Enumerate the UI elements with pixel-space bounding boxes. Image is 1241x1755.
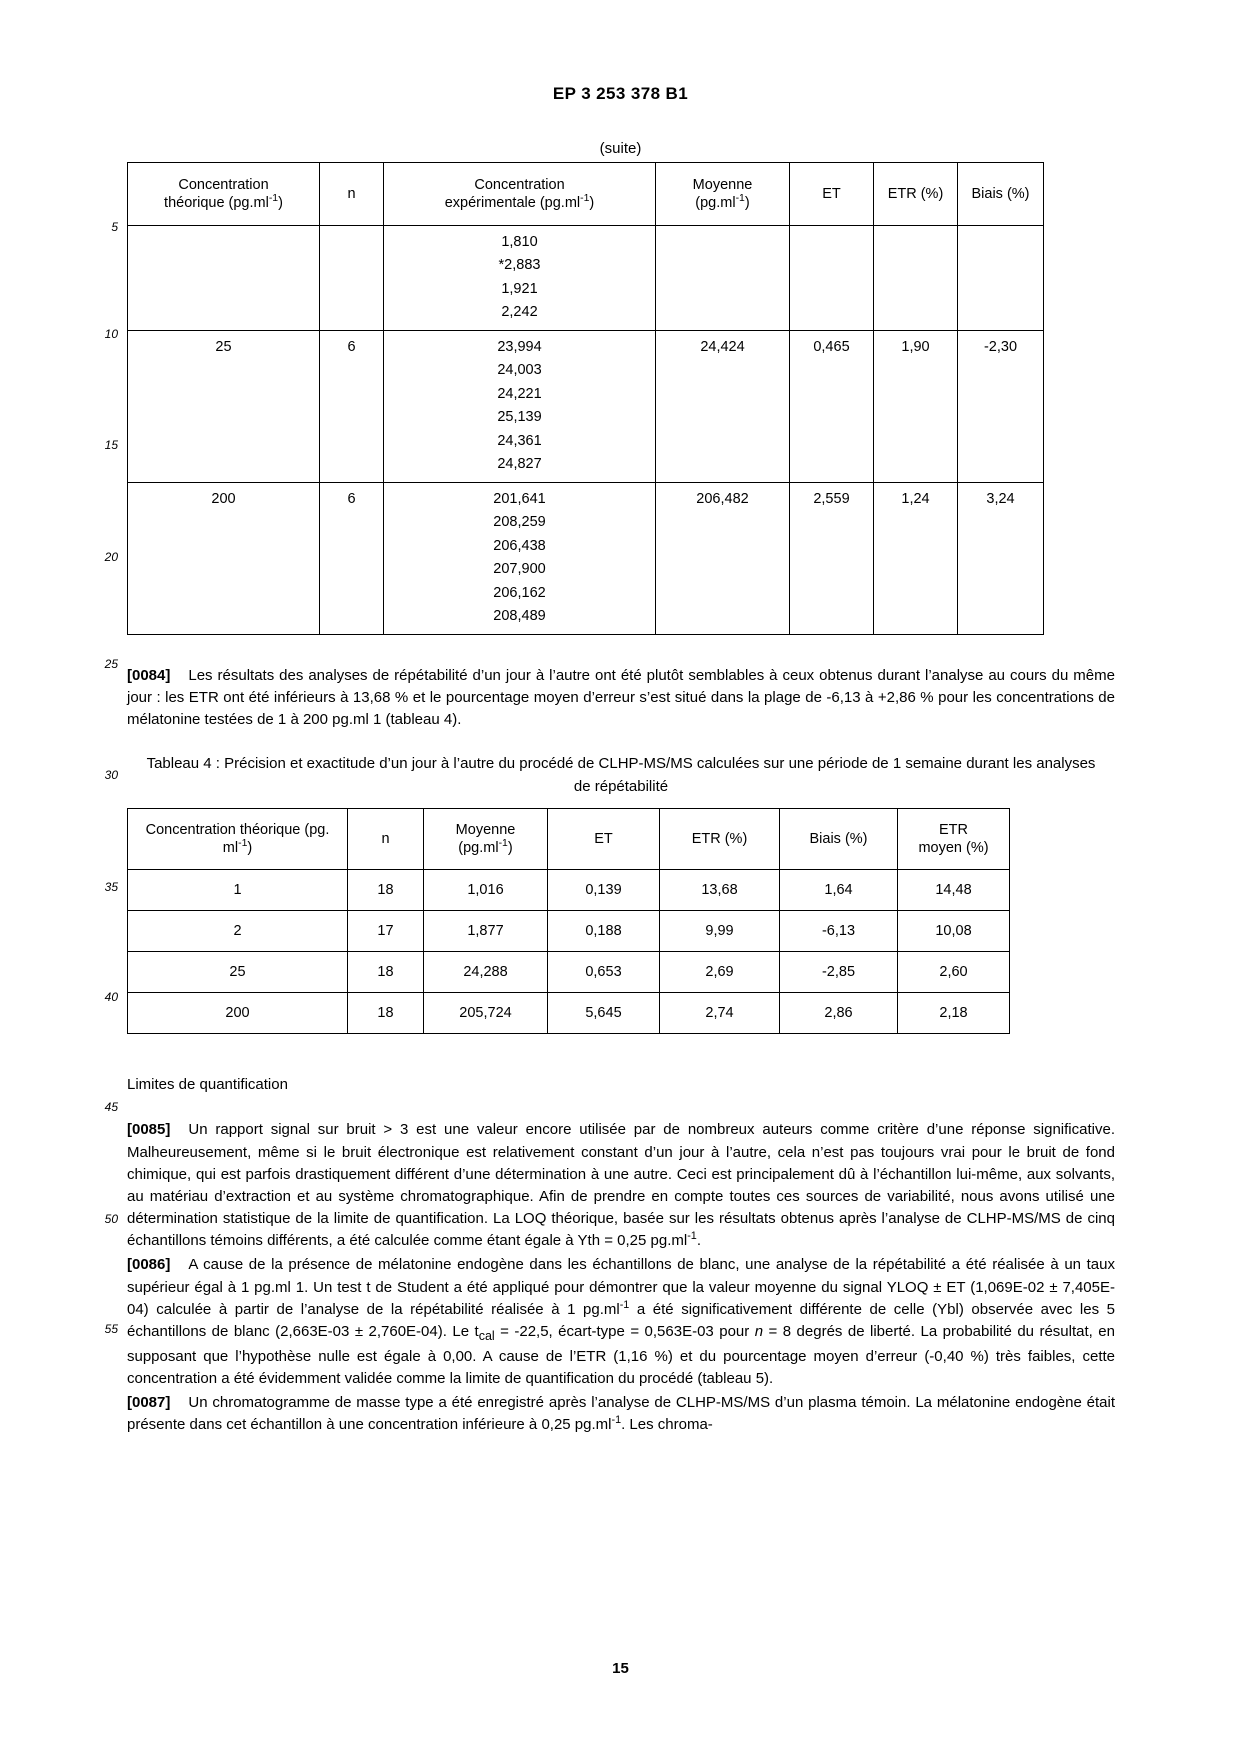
- cell-etr: 2,74: [660, 993, 780, 1034]
- cell-et: 0,465: [790, 330, 874, 482]
- table-row: [128, 911, 1010, 952]
- col-n: n: [320, 163, 384, 226]
- col-et: ET: [790, 163, 874, 226]
- cell-mean: 205,724: [424, 993, 548, 1034]
- line-number: 50: [104, 1212, 118, 1226]
- italic-n: n: [754, 1323, 764, 1340]
- cell-et: 0,653: [548, 952, 660, 993]
- cell-mean: 1,877: [424, 911, 548, 952]
- cell-n: 18: [348, 993, 424, 1034]
- cell-experimental-values: 201,641 208,259 206,438 207,900 206,162 208,489: [384, 482, 656, 634]
- cell-etr-moyen: 10,08: [898, 911, 1010, 952]
- cell-etr-moyen: 14,48: [898, 870, 1010, 911]
- cell-mean: 206,482: [656, 482, 790, 634]
- cell-biais: [958, 226, 1044, 331]
- cell-etr: 1,24: [874, 482, 958, 634]
- patent-number-header: EP 3 253 378 B1: [552, 84, 689, 103]
- page-number: 15: [612, 1660, 629, 1677]
- cell-et: 2,559: [790, 482, 874, 634]
- paragraph-text-2: a été significativement différente de celle (Ybl) observée avec les 5 échantillons de blanc (2,663E-03 ± 2,760E-04). Le t: [127, 1300, 1115, 1340]
- cell-n: 18: [348, 952, 424, 993]
- paragraph-tag: [0087]: [127, 1393, 171, 1411]
- cell-mean: 24,288: [424, 952, 548, 993]
- cell-etr-moyen: 2,60: [898, 952, 1010, 993]
- cell-theoretical: 25: [128, 330, 320, 482]
- col-biais: Biais (%): [780, 809, 898, 870]
- superscript: -1: [687, 1230, 697, 1243]
- cell-theoretical: 2: [128, 911, 348, 952]
- paragraph-tag: [0084]: [127, 666, 171, 684]
- table-header-row: [128, 809, 1010, 870]
- line-number: 30: [104, 768, 118, 782]
- cell-etr: 13,68: [660, 870, 780, 911]
- cell-biais: 1,64: [780, 870, 898, 911]
- cell-theoretical: 200: [128, 482, 320, 634]
- paragraph-text-3: = -22,5, écart-type = 0,563E-03 pour: [494, 1323, 755, 1340]
- paragraph-tag: [0085]: [127, 1121, 171, 1139]
- paragraph-text-end: .: [696, 1232, 701, 1250]
- cell-mean: 24,424: [656, 330, 790, 482]
- cell-theoretical: 25: [128, 952, 348, 993]
- cell-theoretical: 1: [128, 870, 348, 911]
- cell-biais: -2,30: [958, 330, 1044, 482]
- cell-experimental-values: 1,810 *2,883 1,921 2,242: [384, 226, 656, 331]
- line-number: 35: [104, 880, 118, 894]
- line-number: 45: [104, 1100, 118, 1114]
- cell-n: 17: [348, 911, 424, 952]
- col-concentration-experimentale: Concentration expérimentale $(pg.ml^{-1})$: [384, 163, 656, 226]
- line-number-gutter: [82, 0, 118, 1755]
- col-etr: ETR (%): [660, 809, 780, 870]
- paragraph-text-4: = 8 degrés de liberté. La probabilité du résultat, en supposant que l’hypothèse nulle est égale à 0,00. A cause de l’ETR (1,16 %) et du pourcentage moyen d’erreur (-0,40 %) très faibles, cette concentration a été évidemment validée comme la limite de quantification du procédé (tableau 5).: [127, 1323, 1115, 1387]
- table-concentration-suite: [127, 162, 1044, 635]
- cell-et: 0,188: [548, 911, 660, 952]
- cell-et: 0,139: [548, 870, 660, 911]
- col-concentration-theorique: Concentration théorique (pg. $ml^{-1}$): [128, 809, 348, 870]
- subscript: cal: [478, 1329, 495, 1343]
- cell-n: 6: [320, 482, 384, 634]
- cell-biais: 2,86: [780, 993, 898, 1034]
- paragraph-tag: [0086]: [127, 1256, 171, 1274]
- paragraph-text: Un chromatogramme de masse type a été enregistré après l’analyse de CLHP-MS/MS d’un plasma témoin. La mélatonine endogène était présente dans cet échantillon à une concentration inférieure à 0,25 pg.ml: [127, 1393, 1115, 1434]
- paragraph-0086: [127, 1254, 1115, 1389]
- continuation-label: (suite): [599, 140, 642, 157]
- line-number: 15: [104, 438, 118, 452]
- table-row: [128, 330, 1044, 482]
- table-row: [128, 952, 1010, 993]
- col-et: ET: [548, 809, 660, 870]
- cell-et: 5,645: [548, 993, 660, 1034]
- line-number: 20: [104, 550, 118, 564]
- col-etr: ETR (%): [874, 163, 958, 226]
- section-heading-limites-quantification: Limites de quantification: [127, 1076, 288, 1094]
- cell-etr: 9,99: [660, 911, 780, 952]
- cell-n: 6: [320, 330, 384, 482]
- line-number: 5: [111, 220, 118, 234]
- col-moyenne: Moyenne $(pg.ml^{-1})$: [656, 163, 790, 226]
- table-4-precision-exactitude: [127, 808, 1010, 1034]
- cell-etr: 1,90: [874, 330, 958, 482]
- table4-caption: Tableau 4 : Précision et exactitude d’un jour à l’autre du procédé de CLHP-MS/MS calculées sur une période de 1 semaine durant les analyses de répétabilité: [146, 755, 1096, 795]
- paragraph-0084: [127, 665, 1115, 732]
- cell-n: 18: [348, 870, 424, 911]
- superscript: -1: [619, 1298, 630, 1311]
- cell-etr-moyen: 2,18: [898, 993, 1010, 1034]
- cell-mean: 1,016: [424, 870, 548, 911]
- cell-theoretical: 200: [128, 993, 348, 1034]
- col-moyenne: Moyenne $(pg.ml^{-1})$: [424, 809, 548, 870]
- paragraph-text-end: . Les chroma-: [621, 1416, 713, 1434]
- cell-biais: -6,13: [780, 911, 898, 952]
- cell-biais: -2,85: [780, 952, 898, 993]
- paragraph-0085: [127, 1119, 1115, 1252]
- cell-etr: [874, 226, 958, 331]
- cell-et: [790, 226, 874, 331]
- cell-n: [320, 226, 384, 331]
- paragraph-text: A cause de la présence de mélatonine endogène dans les échantillons de blanc, une analyse de la répétabilité a été réalisée à un taux supérieur égal à 1 pg.ml 1. Un test t de Student a été appliqué pour démontrer que la valeur moyenne du signal YLOQ ± ET (1,069E-02 ± 7,405E-04) calculée à partir de l’analyse de la répétabilité réalisée à 1 pg.ml: [127, 1256, 1115, 1318]
- col-n: n: [348, 809, 424, 870]
- cell-experimental-values: 23,994 24,003 24,221 25,139 24,361 24,827: [384, 330, 656, 482]
- col-biais: Biais (%): [958, 163, 1044, 226]
- cell-biais: 3,24: [958, 482, 1044, 634]
- line-number: 25: [104, 657, 118, 671]
- line-number: 55: [104, 1322, 118, 1336]
- superscript: -1: [611, 1414, 622, 1427]
- col-concentration-theorique: Concentration théorique $(pg.ml^{-1})$: [128, 163, 320, 226]
- cell-theoretical: [128, 226, 320, 331]
- paragraph-text: Les résultats des analyses de répétabilité d’un jour à l’autre ont été plutôt semblables à ceux obtenus durant l’analyse au cours du même jour : les ETR ont été inférieurs à 13,68 % et le pourcentage moyen d’erreur s’est situé dans la plage de -6,13 à +2,86 % pour les concentrations de mélatonine testées de 1 à 200 pg.ml 1 (tableau 4).: [127, 666, 1115, 729]
- col-etr-moyen: ETR moyen (%): [898, 809, 1010, 870]
- table-header-row: [128, 163, 1044, 226]
- line-number: 40: [104, 990, 118, 1004]
- table-row: [128, 870, 1010, 911]
- table-row: [128, 226, 1044, 331]
- line-number: 10: [104, 327, 118, 341]
- table-row: [128, 993, 1010, 1034]
- cell-etr: 2,69: [660, 952, 780, 993]
- paragraph-text: Un rapport signal sur bruit > 3 est une valeur encore utilisée par de nombreux auteurs comme critère d’une réponse significative. Malheureusement, même si le bruit électronique est relativement constant d’un jour à l’autre, cela n’est pas toujours vrai pour le bruit de fond chimique, qui est parfois drastiquement différent d’une détermination à une autre. Ceci est principalement dû à l’échantillon lui-même, aux solvants, au matériau d’extraction et au système chromatographique. Afin de prendre en compte toutes ces sources de variabilité, nous avons utilisé une détermination statistique de la limite de quantification. La LOQ théorique, basée sur les résultats obtenus après l’analyse de CLHP-MS/MS de cinq échantillons témoins différents, a été calculée comme étant égale à Yth = 0,25 pg.ml: [127, 1121, 1115, 1250]
- paragraph-0087: [127, 1392, 1115, 1436]
- cell-mean: [656, 226, 790, 331]
- table-row: [128, 482, 1044, 634]
